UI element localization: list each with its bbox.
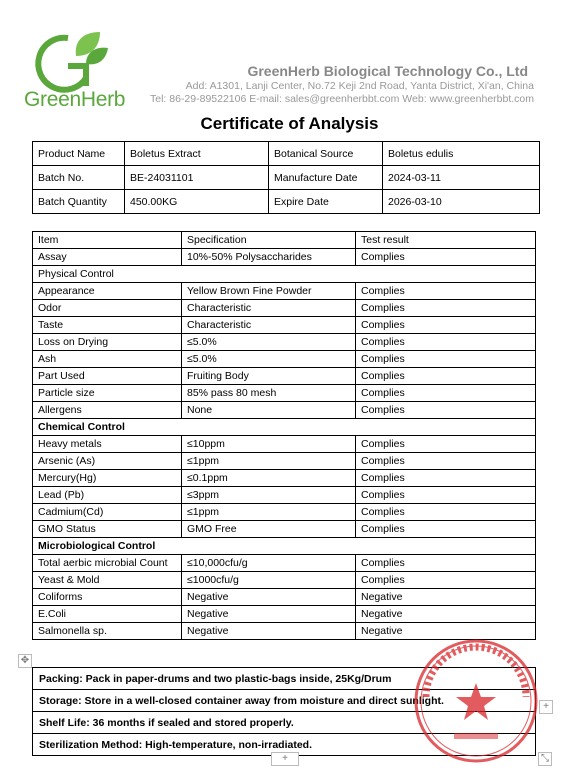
result-cell: Complies — [356, 368, 536, 385]
table-row — [33, 555, 536, 572]
result-cell: Complies — [356, 487, 536, 504]
item-cell: Total aerbic microbial Count — [33, 555, 182, 572]
item-cell: Odor — [33, 300, 182, 317]
result-cell: Complies — [356, 521, 536, 538]
note-cell: Packing: Pack in paper-drums and two plastic-bags inside, 25Kg/Drum — [33, 668, 536, 690]
specification-cell: Negative — [182, 623, 356, 640]
specification-cell: ≤5.0% — [182, 351, 356, 368]
specification-cell: None — [182, 402, 356, 419]
company-seal-stamp — [406, 637, 544, 767]
table-row — [33, 385, 536, 402]
add-column-button[interactable]: + — [271, 752, 299, 766]
specification-cell: Yellow Brown Fine Powder — [182, 283, 356, 300]
table-row — [33, 453, 536, 470]
specification-table — [32, 231, 536, 640]
info-cell: Boletus Extract — [125, 142, 269, 166]
specification-cell: GMO Free — [182, 521, 356, 538]
document-title: Certificate of Analysis — [200, 114, 379, 133]
table-row — [33, 470, 536, 487]
item-cell: Lead (Pb) — [33, 487, 182, 504]
item-cell: Salmonella sp. — [33, 623, 182, 640]
info-row — [33, 190, 540, 214]
specification-cell: Negative — [182, 606, 356, 623]
item-cell: Cadmium(Cd) — [33, 504, 182, 521]
note-cell: Shelf Life: 36 months if sealed and stored properly. — [33, 712, 536, 734]
result-cell: Negative — [356, 623, 536, 640]
table-row — [33, 572, 536, 589]
result-cell: Complies — [356, 470, 536, 487]
product-info-table — [32, 141, 540, 214]
info-row — [33, 166, 540, 190]
item-cell: Coliforms — [33, 589, 182, 606]
info-cell: Batch Quantity — [33, 190, 125, 214]
info-cell: Expire Date — [269, 190, 383, 214]
item-cell: Arsenic (As) — [33, 453, 182, 470]
table-row — [33, 249, 536, 266]
info-cell: Boletus edulis — [383, 142, 540, 166]
info-cell: Manufacture Date — [269, 166, 383, 190]
add-row-button[interactable]: + — [539, 700, 553, 714]
table-row — [33, 504, 536, 521]
company-contact: Tel: 86-29-89522106 E-mail: sales@greenherbbt.com Web: www.greenherbbt.com — [150, 93, 534, 105]
result-cell: Complies — [356, 249, 536, 266]
info-cell: Batch No. — [33, 166, 125, 190]
result-cell: Complies — [356, 504, 536, 521]
item-cell: Particle size — [33, 385, 182, 402]
result-cell: Negative — [356, 589, 536, 606]
item-cell: Allergens — [33, 402, 182, 419]
result-cell: Negative — [356, 606, 536, 623]
section-heading: Chemical Control — [33, 419, 536, 436]
header-test-result: Test result — [356, 232, 536, 249]
result-cell: Complies — [356, 572, 536, 589]
result-cell: Complies — [356, 436, 536, 453]
info-cell: BE-24031101 — [125, 166, 269, 190]
item-cell: E.Coli — [33, 606, 182, 623]
item-cell: Appearance — [33, 283, 182, 300]
specification-cell: ≤10,000cfu/g — [182, 555, 356, 572]
item-cell: Loss on Drying — [33, 334, 182, 351]
item-cell: Ash — [33, 351, 182, 368]
result-cell: Complies — [356, 317, 536, 334]
item-cell: Part Used — [33, 368, 182, 385]
specification-cell: ≤0.1ppm — [182, 470, 356, 487]
specification-cell: Fruiting Body — [182, 368, 356, 385]
result-cell: Complies — [356, 334, 536, 351]
info-cell: Product Name — [33, 142, 125, 166]
item-cell: GMO Status — [33, 521, 182, 538]
specification-cell: Characteristic — [182, 300, 356, 317]
section-row — [33, 419, 536, 436]
info-cell: 450.00KG — [125, 190, 269, 214]
info-cell: 2026-03-10 — [383, 190, 540, 214]
table-resize-handle[interactable]: ⤡ — [538, 752, 552, 766]
info-cell: 2024-03-11 — [383, 166, 540, 190]
table-row — [33, 606, 536, 623]
table-row — [33, 283, 536, 300]
table-row — [33, 436, 536, 453]
header-specification: Specification — [182, 232, 356, 249]
table-row — [33, 402, 536, 419]
info-row — [33, 142, 540, 166]
item-cell: Mercury(Hg) — [33, 470, 182, 487]
section-row — [33, 538, 536, 555]
item-cell: Assay — [33, 249, 182, 266]
specification-cell: ≤1000cfu/g — [182, 572, 356, 589]
specification-cell: ≤1ppm — [182, 504, 356, 521]
result-cell: Complies — [356, 385, 536, 402]
company-name: GreenHerb Biological Technology Co., Ltd — [247, 63, 528, 79]
result-cell: Complies — [356, 453, 536, 470]
specification-cell: ≤3ppm — [182, 487, 356, 504]
table-row — [33, 368, 536, 385]
item-cell: Yeast & Mold — [33, 572, 182, 589]
result-cell: Complies — [356, 402, 536, 419]
note-cell: Sterilization Method: High-temperature, non-irradiated. — [33, 734, 536, 756]
specification-cell: ≤1ppm — [182, 453, 356, 470]
result-cell: Complies — [356, 300, 536, 317]
table-row — [33, 589, 536, 606]
table-move-handle[interactable]: ✥ — [18, 654, 32, 668]
item-cell: Taste — [33, 317, 182, 334]
table-header-row — [33, 232, 536, 249]
section-row — [33, 266, 536, 283]
table-row — [33, 487, 536, 504]
note-cell: Storage: Store in a well-closed container away from moisture and direct sunlight. — [33, 690, 536, 712]
item-cell: Heavy metals — [33, 436, 182, 453]
table-row — [33, 351, 536, 368]
specification-cell: ≤5.0% — [182, 334, 356, 351]
table-row — [33, 300, 536, 317]
header-item: Item — [33, 232, 182, 249]
specification-cell: 10%-50% Polysaccharides — [182, 249, 356, 266]
table-row — [33, 317, 536, 334]
company-address: Add: A1301, Lanji Center, No.72 Keji 2nd Road, Yanta District, Xi'an, China — [185, 80, 534, 92]
logo-text: GreenHerb — [24, 88, 126, 111]
result-cell: Complies — [356, 555, 536, 572]
specification-cell: Negative — [182, 589, 356, 606]
table-row — [33, 334, 536, 351]
table-row — [33, 521, 536, 538]
specification-cell: Characteristic — [182, 317, 356, 334]
section-heading: Physical Control — [33, 266, 536, 283]
info-cell: Botanical Source — [269, 142, 383, 166]
section-heading: Microbiological Control — [33, 538, 536, 555]
specification-cell: ≤10ppm — [182, 436, 356, 453]
specification-cell: 85% pass 80 mesh — [182, 385, 356, 402]
result-cell: Complies — [356, 283, 536, 300]
result-cell: Complies — [356, 351, 536, 368]
